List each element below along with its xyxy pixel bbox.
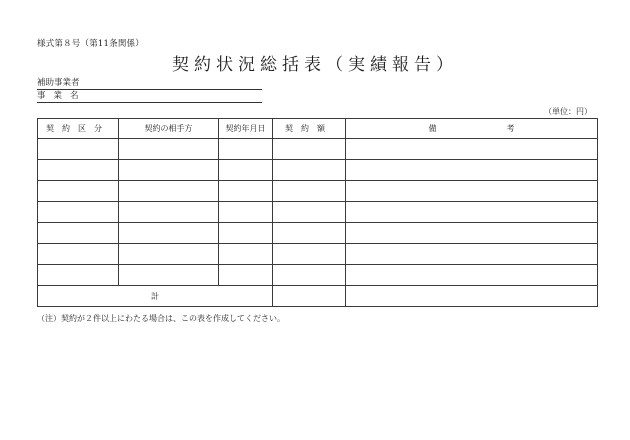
category-cell[interactable] bbox=[38, 160, 119, 181]
party-cell[interactable] bbox=[119, 160, 219, 181]
category-cell[interactable] bbox=[38, 202, 119, 223]
amount-cell[interactable] bbox=[273, 202, 346, 223]
party-cell[interactable] bbox=[119, 223, 219, 244]
form-number: 様式第８号（第11条関係） bbox=[37, 39, 144, 49]
header-contract-amount: 契約額 bbox=[273, 119, 346, 139]
project-name-label: 事業名 bbox=[37, 91, 87, 101]
amount-cell[interactable] bbox=[273, 265, 346, 286]
table-header-row bbox=[38, 119, 598, 139]
party-cell[interactable] bbox=[119, 265, 219, 286]
date-cell[interactable] bbox=[219, 244, 273, 265]
category-cell[interactable] bbox=[38, 223, 119, 244]
total-amount-cell[interactable] bbox=[273, 286, 346, 307]
party-cell[interactable] bbox=[119, 244, 219, 265]
project-name-field[interactable] bbox=[37, 91, 262, 103]
table-row bbox=[38, 244, 598, 265]
header-contract-party: 契約の相手方 bbox=[119, 119, 219, 139]
category-cell[interactable] bbox=[38, 181, 119, 202]
table-row bbox=[38, 223, 598, 244]
remarks-cell[interactable] bbox=[346, 223, 598, 244]
remarks-cell[interactable] bbox=[346, 244, 598, 265]
header-contract-category: 契約区分 bbox=[38, 119, 119, 139]
remarks-cell[interactable] bbox=[346, 202, 598, 223]
party-cell[interactable] bbox=[119, 139, 219, 160]
remarks-cell[interactable] bbox=[346, 160, 598, 181]
remarks-cell[interactable] bbox=[346, 139, 598, 160]
date-cell[interactable] bbox=[219, 181, 273, 202]
remarks-cell[interactable] bbox=[346, 265, 598, 286]
amount-cell[interactable] bbox=[273, 244, 346, 265]
total-row bbox=[38, 286, 598, 307]
remarks-label-part1: 備 bbox=[428, 124, 437, 133]
unit-note: （単位：円） bbox=[544, 107, 592, 116]
amount-cell[interactable] bbox=[273, 181, 346, 202]
total-label: 計 bbox=[38, 286, 273, 307]
operator-field[interactable] bbox=[37, 78, 262, 90]
table-row bbox=[38, 265, 598, 286]
date-cell[interactable] bbox=[219, 160, 273, 181]
table-row bbox=[38, 181, 598, 202]
amount-cell[interactable] bbox=[273, 139, 346, 160]
page-title: 契約状況総括表（実績報告） bbox=[172, 55, 458, 75]
date-cell[interactable] bbox=[219, 265, 273, 286]
category-cell[interactable] bbox=[38, 139, 119, 160]
date-cell[interactable] bbox=[219, 139, 273, 160]
amount-cell[interactable] bbox=[273, 223, 346, 244]
date-cell[interactable] bbox=[219, 202, 273, 223]
date-cell[interactable] bbox=[219, 223, 273, 244]
amount-cell[interactable] bbox=[273, 160, 346, 181]
contract-summary-table bbox=[37, 118, 598, 307]
header-contract-date: 契約年月日 bbox=[219, 119, 273, 139]
table-row bbox=[38, 139, 598, 160]
table-row bbox=[38, 160, 598, 181]
table-row bbox=[38, 202, 598, 223]
remarks-label-part2: 考 bbox=[506, 124, 515, 133]
header-remarks bbox=[346, 119, 598, 139]
total-remarks-cell[interactable] bbox=[346, 286, 598, 307]
category-cell[interactable] bbox=[38, 265, 119, 286]
category-cell[interactable] bbox=[38, 244, 119, 265]
party-cell[interactable] bbox=[119, 202, 219, 223]
operator-label: 補助事業者 bbox=[37, 78, 80, 88]
party-cell[interactable] bbox=[119, 181, 219, 202]
footnote: （注）契約が２件以上にわたる場合は、この表を作成してください。 bbox=[37, 314, 285, 323]
remarks-cell[interactable] bbox=[346, 181, 598, 202]
